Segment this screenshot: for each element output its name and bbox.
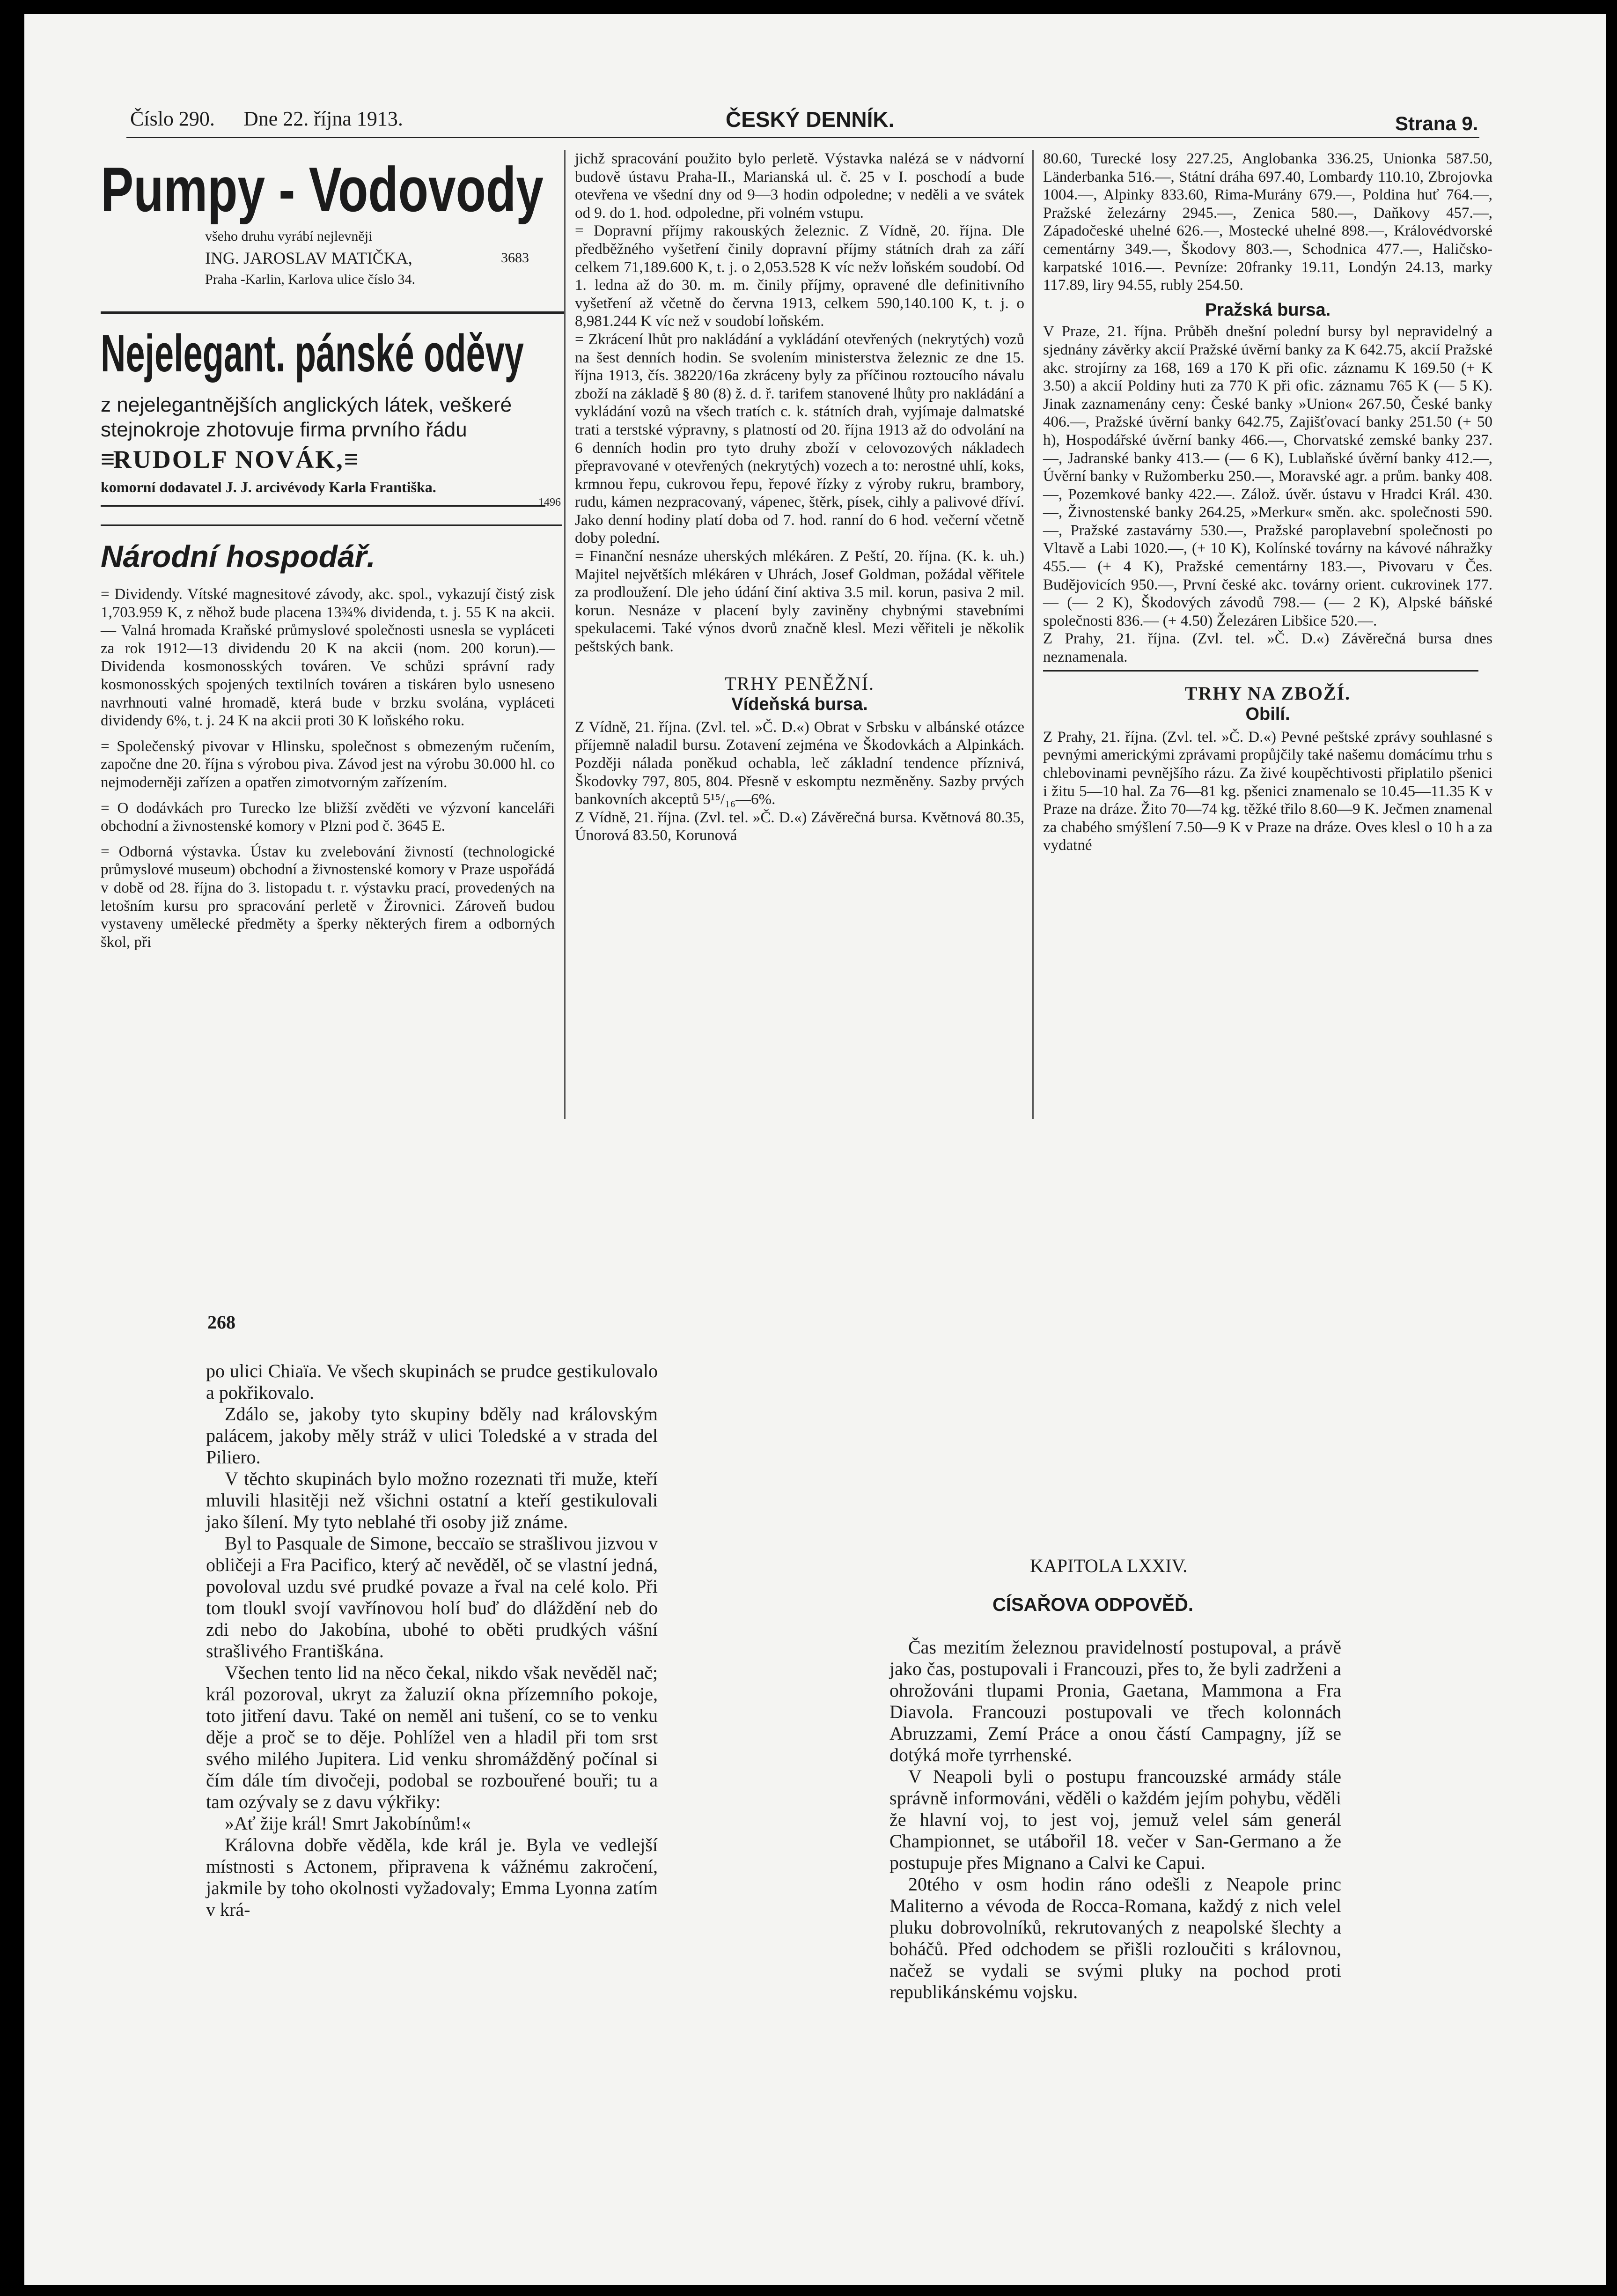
novel-right-p1: Čas mezitím železnou pravidelností postupoval, a právě jako čas, postupovali i Francouzi, přes to, že byli zadrženi a ohrožováni tlupami Pronia, Gaetana, Mammona a Fra Diavola. Francouzi postupovali ve třech kolonnách Abruzzami, Zemí Práce a onou částí Campagny, jíž se dotýká moře tyrrhenské.: [889, 1637, 1341, 1765]
novel-left-p4: Byl to Pasquale de Simone, beccaïo se strašlivou jizvou v obličeji a Fra Pacifico, který ač nevěděl, oč se vlastní jedná, povoloval uzdu své prudké povaze a řval na celé kolo. Při tom tloukl svojí vavřínovou holí buď do dláždění neb do zdi nebo do Jakobína, ubohé to oběti prudkých vášní strašlivého Františkána.: [206, 1533, 658, 1661]
novel-left-p6: »Ať žije král! Smrt Jakobínům!«: [225, 1813, 471, 1834]
column-2: [575, 150, 1024, 845]
novel-right-column: [889, 1637, 1341, 2003]
prague-report: V Praze, 21. října. Průběh dnešní polední bursy byl nepravidelný a sjednány závěrky akcií Pražské úvěrní banky za K 642.75, akcií Pražské akc. strojírny za 168, 169 a 170 K při ofic. záznamu K 169.50 (+ K 3.50) a akcií Poldiny huti za 770 K při ofic. záznamu 765 K (— 5 K). Jinak zaznamenány ceny: České banky »Union« 267.50, České banky 406.—, Pražské úvěrní banky 642.75, Zajišťovací banky 251.50 (+ 50 h), Hospodářské úvěrní banky 466.—, Chorvatské zemské banky 237.—, Jadranské banky 413.— (— 6 K), Lublaňské úvěrní banky 412.—, Úvěrní banky v Ružomberku 250.—, Moravské agr. a prům. banky 408.—, Pozemkové banky 422.—. Zálož. úvěr. ústavu v Hradci Král. 430.—, Živnostenské banky 264.25, »Merkur« směn. akc. společnosti 590.—, Pražské zastavárny 530.—, Pražské paroplavební společnosti po Vltavě a Labi 1020.—, (+ 10 K), Kolínské továrny na kávové náhražky 455.— (+ 4 K), Pražské cementárny 183.—, Pivovaru v Čes. Budějovicích 950.—, První české akc. továrny orient. cukrovinek 177.— (— 2 K), Škodových závodů 798.— (— 2 K), Alpské báňské společnosti 836.— (+ 4.50) Železáren Libšice 520.—.: [1043, 323, 1492, 629]
prague-bourse-title: Pražská bursa.: [1205, 300, 1331, 320]
ad-odevy-title: Nejelegant. pánské oděvy: [101, 324, 524, 383]
goods-markets-title: TRHY NA ZBOŽÍ.: [1184, 682, 1351, 704]
prague-closing: Z Prahy, 21. října. (Zvl. tel. »Č. D.«) Závěrečná bursa dnes neznamenala.: [1043, 630, 1492, 666]
chapter-title: CÍSAŘOVA ODPOVĚĎ.: [992, 1595, 1193, 1615]
vienna-report-2: Z Vídně, 21. října. (Zvl. tel. »Č. D.«) Závěrečná bursa. Květnová 80.35, Únorová 83.50, Korunová: [575, 809, 1024, 844]
ad-pumpy-title: Pumpy - Vodovody: [101, 154, 544, 225]
exhibition-continued: jichž spracování použito bylo perletě. Výstavka nalézá se v nádvorní budově ústavu Praha-II., Marianská ul. č. 25 v I. poschodí a bude otevřena ve všední dny od 9—3 hodin odpoledne; v neděli a ve svátek od 9. do 1. hod. odpoledne, při volném vstupu.: [575, 150, 1024, 221]
novel-left-p5: Všechen tento lid na něco čekal, nikdo však nevěděl nač; král pozoroval, ukryt za žaluzií okna přízemního pokoje, toto jitření davu. Také on neměl ani tušení, co se to venku děje a proč se to děje. Pohlížel ven a hladil při tom srst svého milého Jupitera. Lid venku shromážděný počínal si čím dále tím divočeji, podobal se rozbouřené bouři; tu a tam ozývaly se z davu výkřiky:: [206, 1662, 658, 1812]
ad-odevy-line3: komorní dodavatel J. J. arcivévody Karla Františka.: [101, 479, 436, 495]
issue-number: Číslo 290.: [130, 107, 215, 130]
economy-exhibition: = Odborná výstavka. Ústav ku zvelebování živností (technologické průmyslové museum) obchodní a živnostenské komory v Praze uspořádá v době od 28. října do 3. listopadu t. r. výstavku prací, provedených na letošním kursu pro spracování perletě v Žirovnici. Zároveň budou vystaveny umělecké předměty a šperky některých firem a odborných škol, při: [101, 843, 555, 951]
ad-odevy-line2: stejnokroje zhotovuje firma prvního řádu: [101, 418, 467, 441]
novel-right-p3: 20tého v osm hodin ráno odešli z Neapole princ Maliterno a vévoda de Rocca-Romana, každý z nich velel pluku dobrovolníků, rekrutovaných z neapolské šlechty a boháčů. Před odchodem se přišli rozloučiti s královnou, načež se vydali se svými pluky na pochod proti republikánskému vojsku.: [889, 1874, 1341, 2002]
ad-divider: [101, 311, 564, 314]
grain-title: Obilí.: [1245, 704, 1290, 724]
chapter-number: KAPITOLA LXXIV.: [1030, 1555, 1188, 1576]
ad-pumpy-line2: ING. JAROSLAV MATIČKA,: [205, 249, 412, 267]
issue-date: Dne 22. října 1913.: [243, 107, 403, 130]
header-rule: [126, 137, 1479, 138]
column-3: [1043, 150, 1492, 855]
column-divider-2: [1032, 150, 1034, 1119]
ad-odevy-name-text: RUDOLF NOVÁK,: [113, 445, 344, 473]
grain-report: Z Prahy, 21. října. (Zvl. tel. »Č. D.«) Pevné peštské zprávy souhlasné s pevnými americkými zprávami propůjčily také našemu domácímu trhu s chlebovinami pevnějšího rázu. Za živé koupěchtivosti připlatilo pšenici i žitu 5—10 hal. Za 76—81 kg. pšenici znamenalo se 10.45—11.35 K v Praze na dráze. Žito 70—74 kg. těžké třilo 8.60—9 K. Ječmen znamenal za chabého smýšlení 7.50—9 K v Praze na dráze. Oves klesl o 10 h a za vydatné: [1043, 728, 1492, 854]
ad-odevy-code: 1496: [538, 496, 561, 509]
novel-left-p1: po ulici Chiaïa. Ve všech skupinách se prudce gestikulovalo a pokřikovalo.: [206, 1360, 658, 1403]
economy-turkey: = O dodávkách pro Turecko lze bližší zvěděti ve výzvoní kanceláři obchodní a živnostenské komory v Plzni pod č. 3645 E.: [101, 799, 555, 835]
dairy-trouble: = Finanční nesnáze uherských mlékáren. Z Peští, 20. října. (K. k. uh.) Majitel největších mlékáren v Uhrách, Josef Goldman, požádal věřitele za prodloužení. Dle jeho údání činí aktiva 3.5 mil. korun, pasiva 2 mil. korun. Nesnáze v placení byly zaviněny chybnými stavebními spekulacemi. Také výnos dvorů značně klesl. Mezi věřiteli je několik peštských bank.: [575, 548, 1024, 656]
masthead: ČESKÝ DENNÍK.: [726, 107, 895, 132]
novel-right-p2: V Neapoli byli o postupu francouzské armády stále správně informováni, věděli o každém jejím pohybu, věděli že hlavní voj, to jest voj, jemuž velel sám generál Championnet, se utábořil 18. večer v San-Germano a že postupuje přes Mignano a Calvi ke Capui.: [889, 1766, 1341, 1873]
vienna-quotes: 80.60, Turecké losy 227.25, Anglobanka 336.25, Unionka 587.50, Länderbanka 516.—, Státní dráha 697.40, Lombardy 110.10, Zbrojovka 1004.—, Alpinky 833.60, Rima-Murány 679.—, Poldina huť 764.—, Pražské železárny 2945.—, Zenica 580.—, Daňkovy 457.—, Západočeské uhelné 626.—, Mostecké uhelné 898.—, Královédvorské cementárny 349.—, Škodovy 803.—, Schodnica 477.—, Haličsko-karpatské 1016.—. Pevníze: 20franky 19.11, Londýn 24.13, marky 117.89, liry 94.55, rubly 254.50.: [1043, 150, 1492, 294]
economy-brewery: = Společenský pivovar v Hlinsku, společnost s obmezeným ručením, započne dne 20. října s výrobou piva. Závod jest na výrobu 30.000 hl. co nejmoderněji zařízen a opatřen zimotvorným zařízením.: [101, 738, 555, 791]
ad-pumpy-line3: Praha -Karlin, Karlova ulice číslo 34.: [205, 272, 416, 287]
novel-left-p7: Královna dobře věděla, kde král je. Byla ve vedlejší místnosti s Actonem, připravena k vážnému zakročení, jakmile by toho okolnosti vyžadovaly; Emma Lyonna zatím v krá-: [206, 1834, 658, 1920]
novel-page-number: 268: [207, 1312, 235, 1333]
ad-odevy-line1: z nejelegantnějších anglických látek, veškeré: [101, 393, 512, 416]
novel-left-p3: V těchto skupinách bylo možno rozeznati tři muže, kteří mluvili hlasitěji než všichni ostatní a kteří gestikulovali jako šílení. My tyto neblahé tři osoby již známe.: [206, 1468, 658, 1532]
ad-odevy-name: ≡RUDOLF NOVÁK,≡: [101, 445, 360, 473]
economy-dividends: = Dividendy. Vítské magnesitové závody, akc. spol., vykazují čistý zisk 1,703.959 K, z něhož bude placena 13¾% dividenda, t. j. 55 K na akcii. — Valná hromada Kraňské průmyslové společnosti usnesla se vypláceti za rok 1912—13 dividendu 20 K na akcii (nom. 200 korun).— Dividenda kosmonosských továren. Ve schůzi správní rady kosmonosských spojených textilních továren a tiskáren bylo usneseno navrhnouti valné hromadě, která bude v brzku svolána, vypláceti dividendy 6%, t. j. 24 K na akcii proti 30 K loňského roku.: [101, 586, 555, 730]
page-label: Strana 9.: [1395, 112, 1478, 134]
ad-pumpy-line1: všeho druhu vyrábí nejlevněji: [205, 229, 373, 244]
vienna-report-1: Z Vídně, 21. října. (Zvl. tel. »Č. D.«) Obrat v Srbsku v albánské otázce příjemně naladil bursu. Zotavení zejména ve Škodovkách a Alpinkách. Později nálada poněkud ochabla, leč základní tendence příznivá, Škodovky 797, 805, 804. Přesně v eskomptu nezměněny. Sazby prvých bankovních akceptů 5¹⁵/₁₆—6%.: [575, 718, 1024, 808]
economy-column: [101, 585, 555, 951]
economy-title: Národní hospodář.: [101, 539, 375, 574]
novel-left-column: [206, 1360, 658, 1920]
railway-income: = Dopravní příjmy rakouských železnic. Z Vídně, 20. října. Dle předběžného vyšetření činily dopravní příjmy státních drah za září celkem 71,189.600 K, t. j. o 2,053.528 K víc nežv loňském soudobí. Od 1. ledna až do 30. m. m. činily příjmy, opravené dle definitivního vyšetření až včetně do června 1913, celkem 590,140.100 K, t. j. o 8,981.244 K víc než v soudobí loňském.: [575, 222, 1024, 330]
novel-left-p2: Zdálo se, jakoby tyto skupiny bděly nad královským palácem, jakoby měly stráž v ulici Toledské a v strada del Piliero.: [206, 1403, 658, 1468]
goods-rule: [1043, 670, 1478, 672]
ad-pumpy-code: 3683: [501, 250, 529, 266]
column-divider-1: [564, 150, 566, 1119]
ad-bottom-rule: [101, 505, 545, 507]
vienna-bourse-title: Vídeňská bursa.: [731, 694, 868, 715]
money-markets-title: TRHY PENĚŽNÍ.: [724, 672, 875, 694]
section-rule: [101, 524, 562, 526]
wagon-loading: = Zkrácení lhůt pro nakládání a vykládání otevřených (nekrytých) vozů na šest denních hodin. Se svolením ministerstva železnic ze dne 15. října 1913, čís. 38220/16a zkráceny byly za příčinou roztoucího návalu zboží na základě § 80 (8) ž. d. ř. tarifem stanovené lhůty pro nakládání a vykládání vozů na všech tratích c. k. státních drah, vyjímaje dalmatské trati a terstské výpravny, s platností od 20. října 1913 až do odvolání na 6 denních hodin pro tyto druhy zboží v celovozových nákladech přepravované v otevřených (nekrytých) vozech a to: nerostné uhlí, koks, krmnou řepu, cukrovou řepu, řepové řízky z výroby rukru, brambory, rudu, kámen nezpracovaný, vápenec, štěrk, písek, cihly a palivové dříví. Jako denní hodiny platí doba od 7. hod. ranní do 6 hod. večerní včetně doby polední.: [575, 331, 1024, 547]
